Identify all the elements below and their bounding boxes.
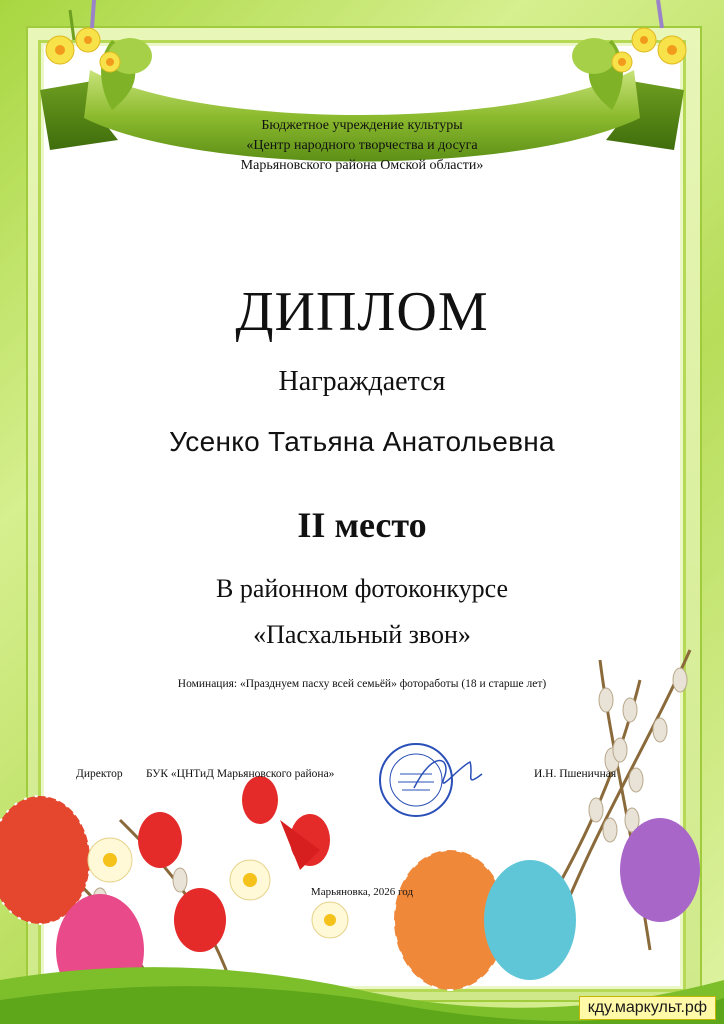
official-stamp xyxy=(374,738,484,818)
nomination-text: Номинация: «Празднуем пасху всей семьёй» фоторaботы (18 и старше лет) xyxy=(177,678,547,690)
org-line-1: Бюджетное учреждение культуры xyxy=(261,118,463,133)
contest-text: В районном фотоконкурсе xyxy=(216,574,508,603)
org-line-3: Марьяновского района Омской области» xyxy=(240,158,484,173)
place-rank: II место xyxy=(297,505,427,545)
signatory-position: Директор xyxy=(76,768,123,780)
organization-header xyxy=(0,116,724,176)
website-watermark: кду.маркульт.рф xyxy=(579,996,716,1020)
daffodil-flowers-left xyxy=(30,0,140,100)
diploma-title: ДИПЛОМ xyxy=(235,281,489,343)
signatory-organization: БУК «ЦНТиД Марьяновского района» xyxy=(146,768,335,780)
signatory-name: И.Н. Пшеничная xyxy=(534,768,617,780)
contest-name: «Пасхальный звон» xyxy=(253,620,471,649)
recipient-name: Усенко Татьяна Анатольевна xyxy=(169,426,555,457)
daffodil-flowers-right xyxy=(592,0,702,100)
org-line-2: «Центр народного творчества и досуга xyxy=(246,138,478,153)
award-text: Награждается xyxy=(278,366,446,397)
place-and-date: Марьяновка, 2026 год xyxy=(310,886,414,898)
